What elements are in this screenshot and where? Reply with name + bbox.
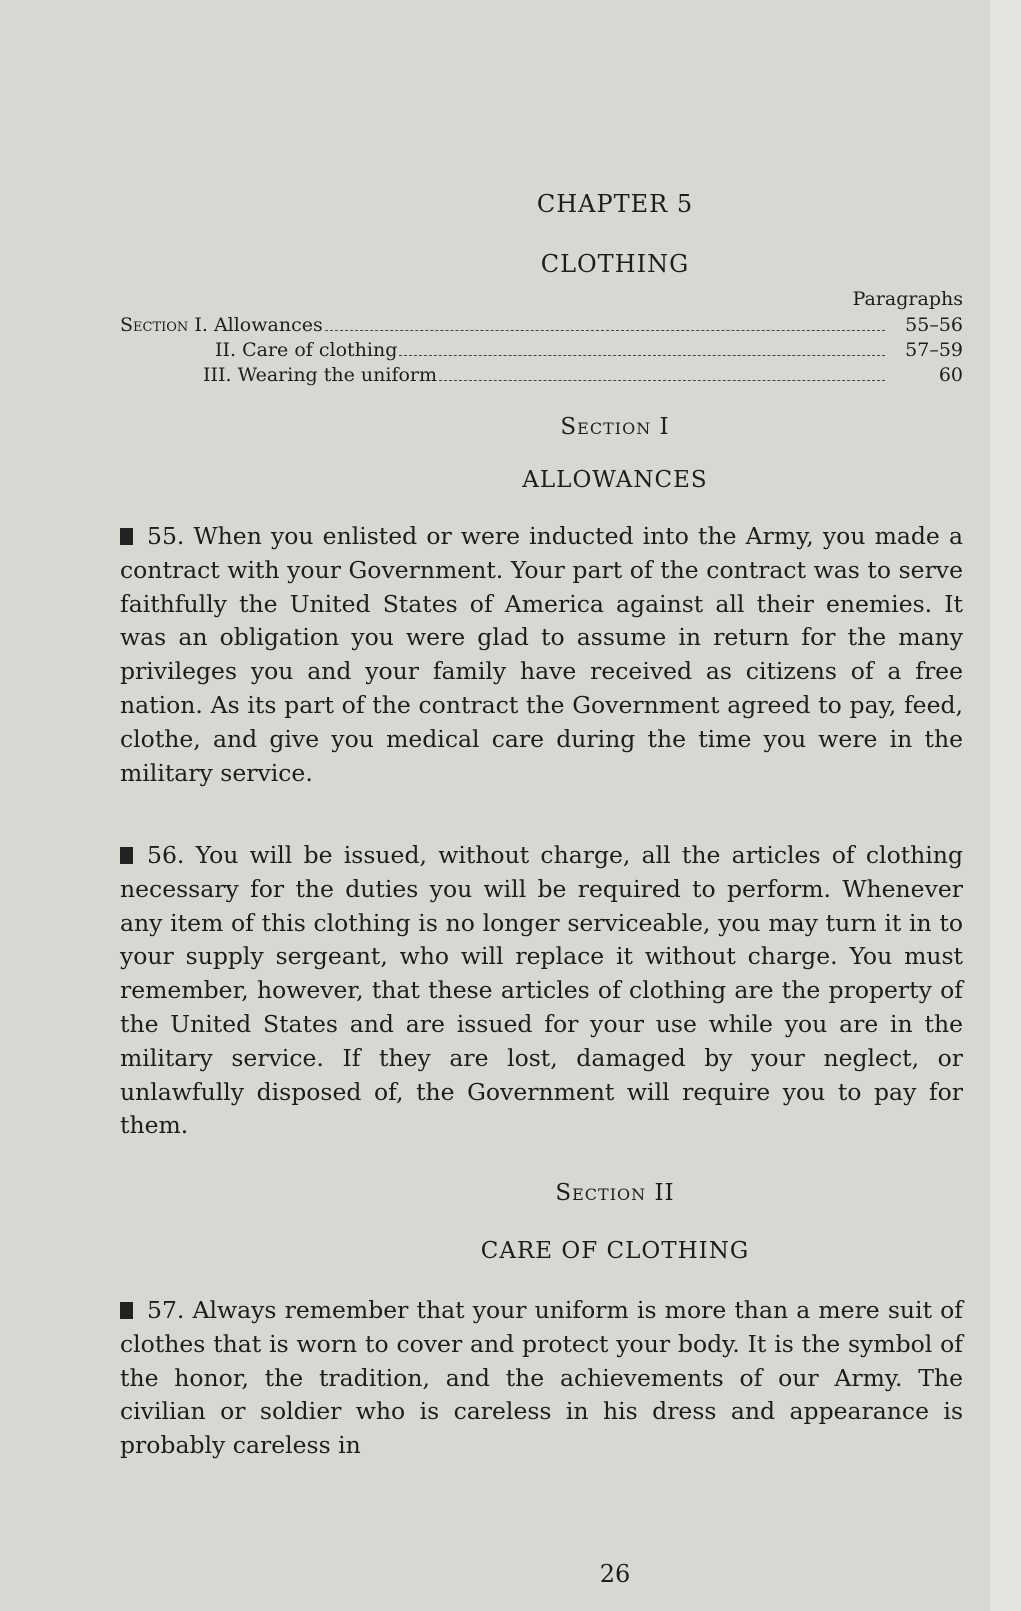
- paragraph-56: [120, 839, 963, 1143]
- page-number: 26: [599, 1560, 631, 1588]
- section-title: CARE OF CLOTHING: [480, 1238, 750, 1264]
- paragraph-marker-icon: [120, 1302, 133, 1319]
- paragraph-57: [120, 1294, 963, 1463]
- toc-paragraphs: 55–56: [905, 314, 963, 336]
- toc-section-word: Section: [120, 314, 189, 336]
- toc-leader: [325, 330, 885, 331]
- toc-paragraphs: 57–59: [905, 339, 963, 361]
- paragraph-marker-icon: [120, 528, 133, 545]
- toc-section-title: Wearing the uniform: [237, 364, 438, 386]
- paragraph-text: 56. You will be issued, without charge, all the articles of clothing necessary for the duties you will be required to perform. Whenever any item of this clothing is no longer serviceable, you may turn it in to your supply sergeant, who will replace it without charge. You must remember, however, that these articles of clothing are the property of the United States and are issued for your use while you are in the military service. If they are lost, damaged by your neglect, or unlawfully disposed of, the Government will require you to pay for them.: [120, 841, 963, 1140]
- toc-leader: [439, 380, 885, 381]
- toc-section-title: Care of clothing: [242, 339, 398, 361]
- toc-row: [120, 364, 963, 389]
- toc-section-num: I.: [194, 314, 208, 336]
- paragraph-55: [120, 520, 963, 790]
- table-of-contents: [120, 288, 963, 389]
- paragraph-marker-icon: [120, 847, 133, 864]
- section-title: ALLOWANCES: [522, 467, 708, 493]
- section-heading: Section II: [555, 1180, 675, 1206]
- toc-paragraphs: 60: [938, 364, 963, 386]
- chapter-number: CHAPTER 5: [536, 190, 694, 218]
- section-heading: Section I: [560, 414, 670, 440]
- paragraph-text: 57. Always remember that your uniform is more than a mere suit of clothes that is worn to cover and protect your body. It is the symbol of the honor, the tradition, and the achievements of our Army. The civilian or soldier who is careless in his dress and appearance is probably careless in: [120, 1296, 963, 1460]
- toc-leader: [399, 355, 885, 356]
- paragraph-text: 55. When you enlisted or were inducted into the Army, you made a contract with your Government. Your part of the contract was to serve faithfully the United States of America against all their enemies. It was an obligation you were glad to assume in return for the many privileges you and your family have received as citizens of a free nation. As its part of the contract the Government agreed to pay, feed, clothe, and give you medical care during the time you were in the military service.: [120, 522, 963, 787]
- toc-section-num: III.: [203, 364, 232, 386]
- toc-section-num: II.: [215, 339, 237, 361]
- toc-row: [120, 339, 963, 364]
- page-edge: [990, 0, 1021, 1611]
- toc-header: Paragraphs: [852, 288, 963, 310]
- toc-section-title: Allowances: [213, 314, 323, 336]
- toc-row: [120, 314, 963, 339]
- chapter-title: CLOTHING: [540, 250, 690, 278]
